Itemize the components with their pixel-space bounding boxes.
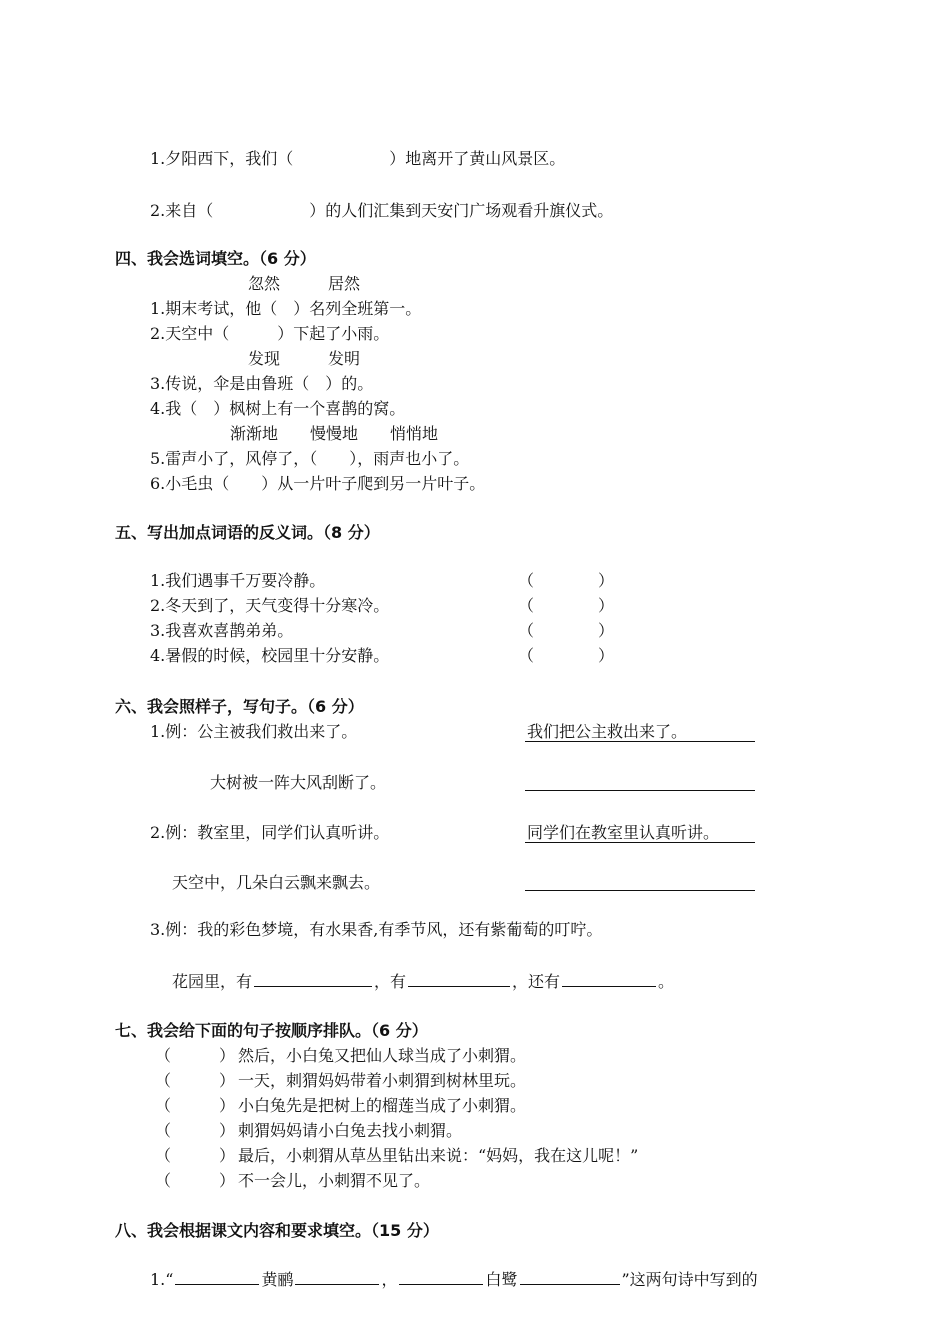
- s6-question-2: 天空中，几朵白云飘来飘去。: [172, 873, 381, 892]
- s3-question-1: 1.夕阳西下，我们（ ）地离开了黄山风景区。: [150, 149, 566, 168]
- s6-q3-text-a: 花园里，有: [172, 972, 253, 991]
- s4-word-choices-2: 发现 发明: [248, 349, 361, 368]
- s6-answer-line-2[interactable]: [525, 890, 755, 891]
- s5-answer-paren: （ ）: [518, 621, 615, 640]
- s4-question-6: 6.小毛虫（ ）从一片叶子爬到另一片叶子。: [150, 474, 486, 493]
- s5-item: 4.暑假的时候，校园里十分安静。: [150, 646, 390, 665]
- s4-question-2: 2.天空中（ ）下起了小雨。: [150, 324, 390, 343]
- s7-order-paren[interactable]: （ ）: [155, 1096, 236, 1115]
- s4-word-choices-1: 忽然 居然: [248, 274, 361, 293]
- s7-item: 刺猬妈妈请小白兔去找小刺猬。: [238, 1121, 463, 1140]
- s8-q1-comma: ，: [381, 1270, 398, 1289]
- s5-item: 1.我们遇事千万要冷静。: [150, 571, 326, 590]
- s4-question-4: 4.我（ ）枫树上有一个喜鹊的窝。: [150, 399, 406, 418]
- s7-order-paren[interactable]: （ ）: [155, 1046, 236, 1065]
- s6-example-1-answer: 我们把公主救出来了。: [527, 722, 688, 741]
- s8-q1-text-huangli: 黄鹂: [261, 1270, 294, 1289]
- s7-item: 一天，刺猬妈妈带着小刺猬到树林里玩。: [238, 1071, 527, 1090]
- s5-answer-paren: （ ）: [518, 571, 615, 590]
- s3-question-2: 2.来自（ ）的人们汇集到天安门广场观看升旗仪式。: [150, 201, 614, 220]
- s6-example-2: 2.例：教室里，同学们认真听讲。: [150, 823, 390, 842]
- s6-example-1: 1.例：公主被我们救出来了。: [150, 722, 358, 741]
- s6-q3-text-d: 。: [658, 972, 675, 991]
- s4-question-5: 5.雷声小了，风停了，（ ），雨声也小了。: [150, 449, 470, 468]
- s6-example-2-underline: [525, 842, 755, 843]
- s8-q1-blank-4[interactable]: [520, 1268, 620, 1285]
- s7-title: 七、我会给下面的句子按顺序排队。（6 分）: [115, 1021, 428, 1040]
- s4-question-1: 1.期末考试，他（ ）名列全班第一。: [150, 299, 422, 318]
- s8-q1-blank-2[interactable]: [295, 1268, 379, 1285]
- s6-q3-text-b: ，有: [374, 972, 407, 991]
- s5-item: 2.冬天到了，天气变得十分寒冷。: [150, 596, 390, 615]
- s8-question-1: [150, 1268, 758, 1291]
- s7-item: 不一会儿，小刺猬不见了。: [238, 1171, 431, 1190]
- s7-order-paren[interactable]: （ ）: [155, 1071, 236, 1090]
- s7-order-paren[interactable]: （ ）: [155, 1121, 236, 1140]
- s6-question-1: 大树被一阵大风刮断了。: [210, 773, 387, 792]
- s8-q1-open-quote: 1.“: [150, 1270, 174, 1289]
- s7-item: 最后，小刺猬从草丛里钻出来说：“妈妈，我在这儿呢！”: [238, 1146, 639, 1165]
- s6-example-1-underline: [525, 741, 755, 742]
- s6-q3-blank-2[interactable]: [408, 970, 510, 987]
- s6-example-2-answer: 同学们在教室里认真听讲。: [527, 823, 720, 842]
- s6-q3-text-c: ，还有: [512, 972, 561, 991]
- s4-word-choices-3: 渐渐地 慢慢地 悄悄地: [230, 424, 439, 443]
- s5-answer-paren: （ ）: [518, 646, 615, 665]
- s6-q3-blank-3[interactable]: [562, 970, 656, 987]
- s6-question-3: [172, 970, 674, 993]
- s4-question-3: 3.传说，伞是由鲁班（ ）的。: [150, 374, 374, 393]
- s8-q1-blank-1[interactable]: [175, 1268, 259, 1285]
- s5-answer-paren: （ ）: [518, 596, 615, 615]
- s6-answer-line-1[interactable]: [525, 790, 755, 791]
- s7-order-paren[interactable]: （ ）: [155, 1171, 236, 1190]
- s7-order-paren[interactable]: （ ）: [155, 1146, 236, 1165]
- s5-title: 五、写出加点词语的反义词。（8 分）: [115, 523, 380, 542]
- s8-title: 八、我会根据课文内容和要求填空。（15 分）: [115, 1221, 439, 1240]
- s8-q1-text-tail: ”这两句诗中写到的: [621, 1270, 758, 1289]
- s6-example-3: 3.例：我的彩色梦境，有水果香,有季节风，还有紫葡萄的叮咛。: [150, 920, 603, 939]
- s7-item: 小白兔先是把树上的榴莲当成了小刺猬。: [238, 1096, 527, 1115]
- s5-item: 3.我喜欢喜鹊弟弟。: [150, 621, 294, 640]
- s8-q1-text-bailu: 白鹭: [485, 1270, 518, 1289]
- s8-q1-blank-3[interactable]: [399, 1268, 483, 1285]
- s6-q3-blank-1[interactable]: [254, 970, 372, 987]
- s7-item: 然后，小白兔又把仙人球当成了小刺猬。: [238, 1046, 527, 1065]
- s4-title: 四、我会选词填空。（6 分）: [115, 249, 316, 268]
- s6-title: 六、我会照样子，写句子。（6 分）: [115, 697, 364, 716]
